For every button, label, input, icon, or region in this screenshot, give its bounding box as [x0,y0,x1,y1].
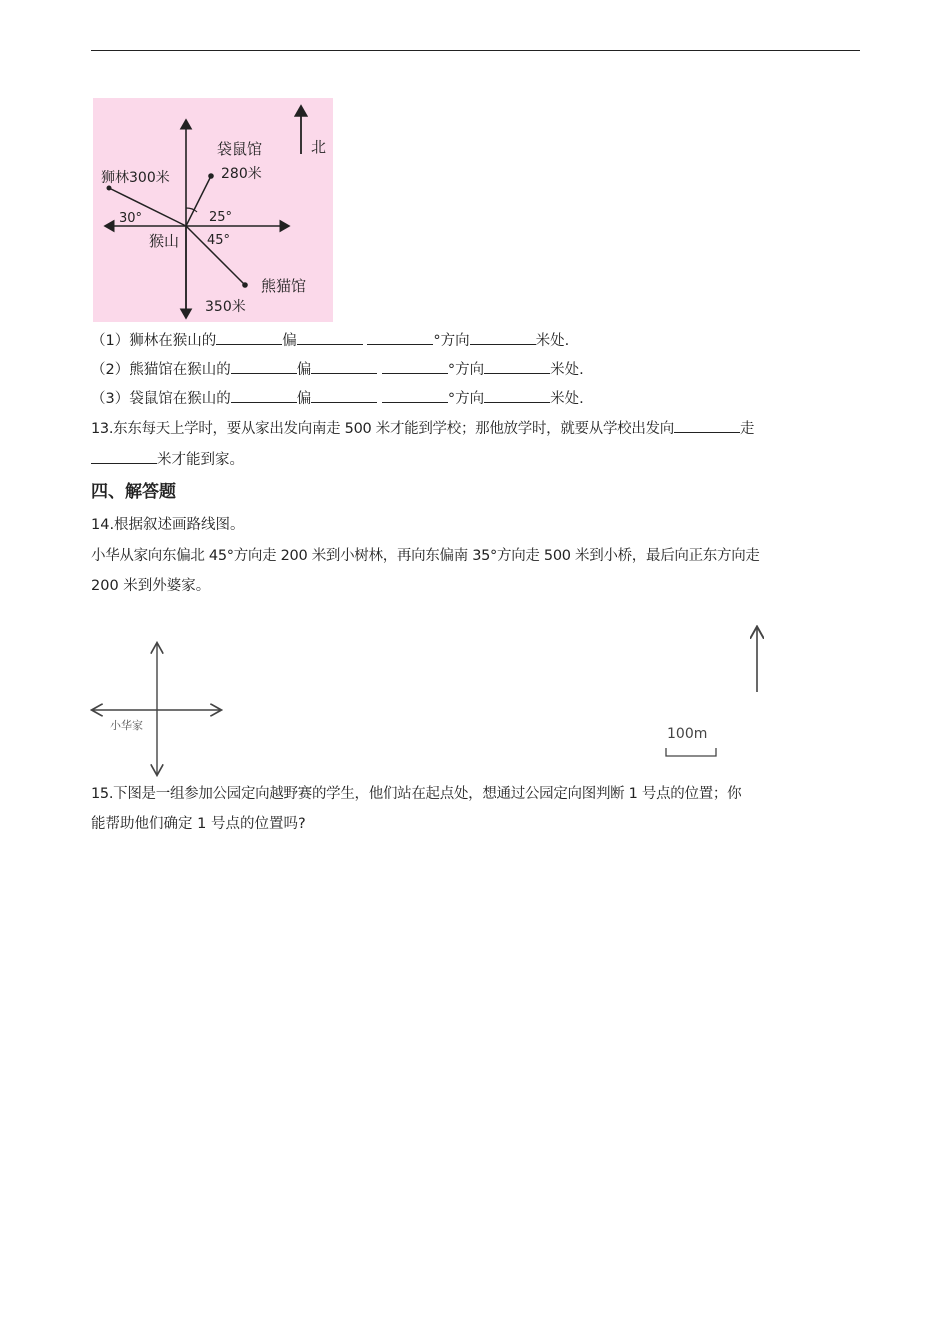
q12-line-2: （2）熊猫馆在猴山的 偏 °方向 米处. [91,359,584,380]
scale-label: 100m [667,726,708,742]
label-angle-lion: 30° [119,211,143,226]
q14-title: 14.根据叙述画路线图。 [91,517,245,533]
answer-blank[interactable] [470,330,536,345]
answer-blank[interactable] [311,359,377,374]
label-panda: 熊猫馆 [261,277,307,295]
answer-blank[interactable] [311,388,377,403]
point-kangaroo [208,173,214,179]
home-compass-figure [88,640,228,778]
point-panda [242,282,248,288]
answer-blank[interactable] [674,418,740,433]
answer-blank[interactable] [216,330,282,345]
answer-blank[interactable] [367,330,433,345]
north-scale-figure [660,624,780,764]
zoo-direction-map [93,98,333,322]
scale-bar [666,748,716,756]
answer-blank[interactable] [231,359,297,374]
q15-line-1: 15.下图是一组参加公园定向越野赛的学生，他们站在起点处，想通过公园定向图判断 1 号点的位置；你 [91,786,742,802]
header-rule [91,50,860,51]
home-label: 小华家 [110,719,143,732]
label-angle-kangaroo: 25° [209,210,233,225]
answer-blank[interactable] [382,388,448,403]
q14-line-2: 200 米到外婆家。 [91,578,211,594]
q13-line-1: 13.东东每天上学时，要从家出发向南走 500 米才能到学校；那他放学时，就要从学校出发向 走 [91,418,754,439]
q13-line-2: 米才能到家。 [91,449,244,470]
north-label: 北 [311,138,327,156]
section-title: 四、解答题 [91,482,176,502]
answer-blank[interactable] [231,388,297,403]
answer-blank[interactable] [484,359,550,374]
answer-blank[interactable] [91,449,157,464]
answer-blank[interactable] [484,388,550,403]
point-lion [107,186,112,191]
answer-blank[interactable] [382,359,448,374]
q12-line-1: （1）狮林在猴山的 偏 °方向 米处. [91,330,569,351]
label-dist-panda: 350米 [205,299,246,315]
label-angle-panda: 45° [207,233,231,248]
label-monkey: 猴山 [149,232,180,250]
label-lion: 狮林300米 [101,170,170,186]
q12-line-3: （3）袋鼠馆在猴山的 偏 °方向 米处. [91,388,584,409]
label-dist-kangaroo: 280米 [221,166,262,182]
q15-line-2: 能帮助他们确定 1 号点的位置吗? [91,816,306,832]
label-kangaroo: 袋鼠馆 [217,140,263,158]
q14-line-1: 小华从家向东偏北 45°方向走 200 米到小树林，再向东偏南 35°方向走 500 米到小桥，最后向正东方向走 [91,548,760,564]
answer-blank[interactable] [297,330,363,345]
